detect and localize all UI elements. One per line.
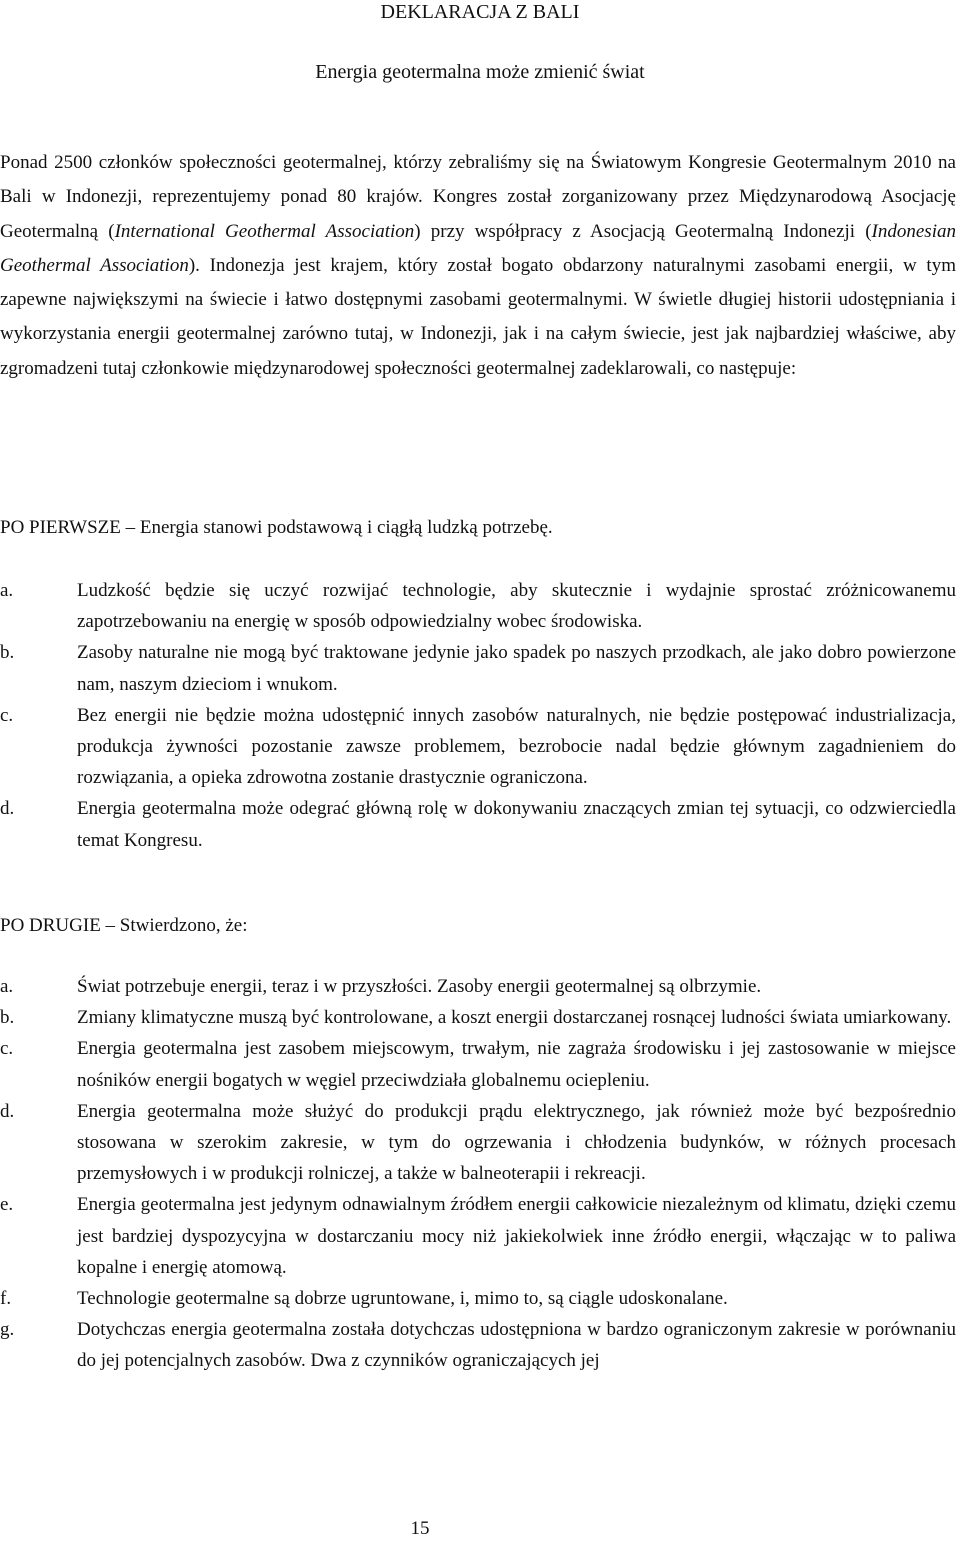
list-item [0, 1283, 956, 1314]
list-item-text: Energia geotermalna jest jedynym odnawialnym źródłem energii całkowicie niezależnym od klimatu, dzięki czemu jest bardziej dyspozycyjna w dostarczaniu mocy niż jakiekolwiek inne źródło energii, włączając w to paliwa kopalne i energię atomową. [77, 1194, 956, 1278]
list-item-text: Ludzkość będzie się uczyć rozwijać technologie, aby skutecznie i wydajnie sprostać zróżnicowanemu zapotrzebowaniu na energię w sposób odpowiedzialny wobec środowiska. [77, 580, 956, 633]
list-item [0, 1189, 956, 1283]
list-item-text: Dotychczas energia geotermalna została dotychczas udostępniona w bardzo ograniczonym zakresie w porównaniu do jej potencjalnych zasobów. Dwa z czynników ograniczających jej [77, 1319, 956, 1372]
list-item [0, 637, 956, 699]
page-number: 15 [410, 1518, 430, 1539]
list-item-text: Energia geotermalna może odegrać główną rolę w dokonywaniu znaczących zmian tej sytuacji, co odzwierciedla temat Kongresu. [77, 798, 956, 851]
list-item [0, 971, 956, 1002]
list-item [0, 1002, 956, 1033]
list-marker: f. [0, 1288, 12, 1310]
intro-paragraph [0, 146, 956, 386]
section-2-heading: PO DRUGIE – Stwierdzono, że: [0, 915, 248, 936]
intro-italic-2: Indonesian Geothermal Association [0, 220, 956, 276]
intro-text-1: Ponad 2500 członków społeczności geotermalnej, którzy zebraliśmy się na Światowym Kongresie Geotermalnym 2010 na Bali w Indonezji, reprezentujemy ponad 80 krajów. Kongres został zorganizowany przez Międzynarodową Asocjację Geotermalną ( [0, 152, 956, 242]
intro-italic-1: International Geothermal Association [114, 220, 415, 242]
list-item [0, 1314, 956, 1376]
list-item [0, 700, 956, 794]
list-item [0, 575, 956, 637]
list-marker: a. [0, 580, 14, 601]
list-marker: b. [0, 642, 15, 664]
section-2-list [0, 971, 956, 1377]
list-item-text: Energia geotermalna jest zasobem miejscowym, trwałym, nie zagraża środowisku i jej zastosowanie w miejsce nośników energii bogatych w węgiel przeciwdziała globalnemu ociepleniu. [77, 1038, 956, 1091]
list-item-text: Technologie geotermalne są dobrze ugruntowane, i, mimo to, są ciągle udoskonalane. [77, 1288, 728, 1310]
list-item-text: Bez energii nie będzie można udostępnić innych zasobów naturalnych, nie będzie postępować industrializacja, produkcja żywności pozostanie zawsze problemem, bezrobocie nadal będzie głównym zagadnieniem do rozwiązania, a opieka zdrowotna zostanie drastycznie ograniczona. [77, 704, 956, 789]
list-marker: c. [0, 1038, 14, 1060]
list-item [0, 1096, 956, 1190]
list-item [0, 1033, 956, 1095]
list-item [0, 793, 956, 855]
list-marker: b. [0, 1007, 15, 1029]
list-marker: e. [0, 1194, 14, 1216]
section-1-list [0, 575, 956, 856]
list-item-text: Świat potrzebuje energii, teraz i w przyszłości. Zasoby energii geotermalnej są olbrzymie. [77, 976, 762, 997]
intro-text-2: ) przy współpracy z Asocjacją Geotermalną Indonezji ( [414, 220, 872, 242]
list-marker: c. [0, 704, 14, 726]
list-marker: a. [0, 976, 14, 997]
list-item-text: Energia geotermalna może służyć do produkcji prądu elektrycznego, jak również może być bezpośrednio stosowana w szerokim zakresie, w tym do ogrzewania i chłodzenia budynków, w różnych procesach przemysłowych i w produkcji rolniczej, a także w balneoterapii i rekreacji. [77, 1100, 956, 1185]
list-marker: d. [0, 1100, 15, 1122]
section-1-heading: PO PIERWSZE – Energia stanowi podstawową i ciągłą ludzką potrzebę. [0, 517, 553, 538]
intro-text-3: ). Indonezja jest krajem, który został bogato obdarzony naturalnymi zasobami energii, w tym zapewne największymi na świecie i łatwo dostępnymi zasobami geotermalnymi. W świetle długiej historii udostępniania i wykorzystania energii geotermalnej zarówno tutaj, w Indonezji, jak i na całym świecie, jest jak najbardziej właściwe, aby zgromadzeni tutaj członkowie międzynarodowej społeczności geotermalnej zadeklarowali, co następuje: [0, 254, 956, 379]
document-subtitle: Energia geotermalna może zmienić świat [315, 61, 645, 83]
list-marker: g. [0, 1319, 15, 1341]
list-item-text: Zmiany klimatyczne muszą być kontrolowane, a koszt energii dostarczanej rosnącej ludności świata umiarkowany. [77, 1007, 952, 1029]
document-title: DEKLARACJA Z BALI [380, 1, 580, 23]
list-marker: d. [0, 798, 15, 820]
list-item-text: Zasoby naturalne nie mogą być traktowane jedynie jako spadek po naszych przodkach, ale jako dobro powierzone nam, naszym dzieciom i wnukom. [77, 642, 956, 695]
